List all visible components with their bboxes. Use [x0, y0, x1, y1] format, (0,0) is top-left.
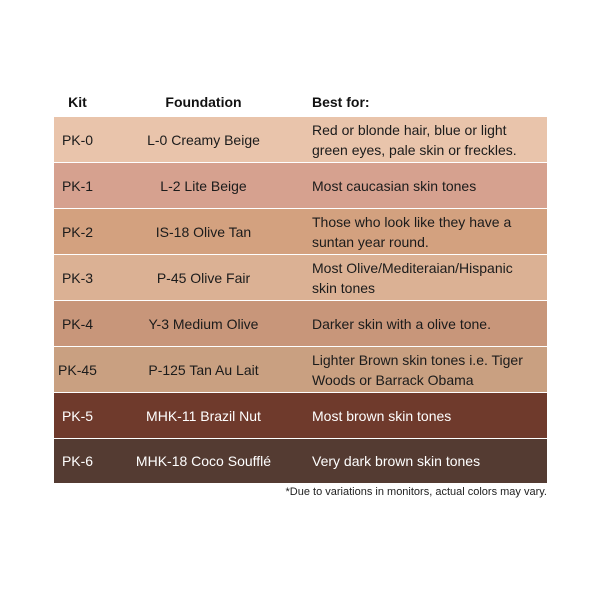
best-for-cell: Most Olive/Mediteraian/Hispanic skin tones: [312, 259, 513, 296]
best-for-cell: Red or blonde hair, blue or light green eyes, pale skin or freckles.: [312, 121, 517, 158]
table-row: [54, 208, 547, 254]
foundation-cell: P-125 Tan Au Lait: [148, 361, 259, 378]
best-for-cell: Most brown skin tones: [312, 407, 452, 424]
foundation-cell: P-45 Olive Fair: [156, 269, 251, 286]
kit-cell: PK-1: [61, 177, 94, 194]
foundation-table: [54, 88, 547, 483]
kit-cell: PK-2: [61, 223, 94, 240]
foundation-cell: L-0 Creamy Beige: [147, 131, 260, 148]
foundation-cell: L-2 Lite Beige: [160, 177, 247, 194]
best-for-cell: Lighter Brown skin tones i.e. Tiger Woods or Barrack Obama: [312, 351, 523, 388]
best-for-cell: Darker skin with a olive tone.: [312, 315, 491, 332]
best-for-cell: Those who look like they have a suntan year round.: [312, 213, 512, 250]
table-header: [54, 88, 547, 116]
kit-cell: PK-0: [61, 131, 94, 148]
table-row: [54, 300, 547, 346]
table-row: [54, 116, 547, 162]
column-header-best-for: Best for:: [312, 94, 370, 110]
best-for-cell: Most caucasian skin tones: [312, 177, 477, 194]
table-row: [54, 346, 547, 392]
footnote: *Due to variations in monitors, actual colors may vary.: [285, 486, 547, 498]
table-row: [54, 392, 547, 438]
table-row: [54, 254, 547, 300]
kit-cell: PK-5: [61, 407, 94, 424]
table-row: [54, 438, 547, 483]
kit-cell: PK-4: [61, 315, 94, 332]
column-header-foundation: Foundation: [165, 94, 242, 110]
foundation-cell: Y-3 Medium Olive: [148, 315, 259, 332]
kit-cell: PK-3: [61, 269, 94, 286]
column-header-kit: Kit: [68, 94, 87, 110]
foundation-cell: MHK-11 Brazil Nut: [146, 407, 261, 424]
kit-cell: PK-45: [58, 361, 97, 378]
foundation-cell: MHK-18 Coco Soufflé: [135, 453, 272, 469]
kit-cell: PK-6: [61, 453, 94, 469]
foundation-cell: IS-18 Olive Tan: [155, 223, 252, 240]
table-row: [54, 162, 547, 208]
best-for-cell: Very dark brown skin tones: [312, 453, 481, 469]
